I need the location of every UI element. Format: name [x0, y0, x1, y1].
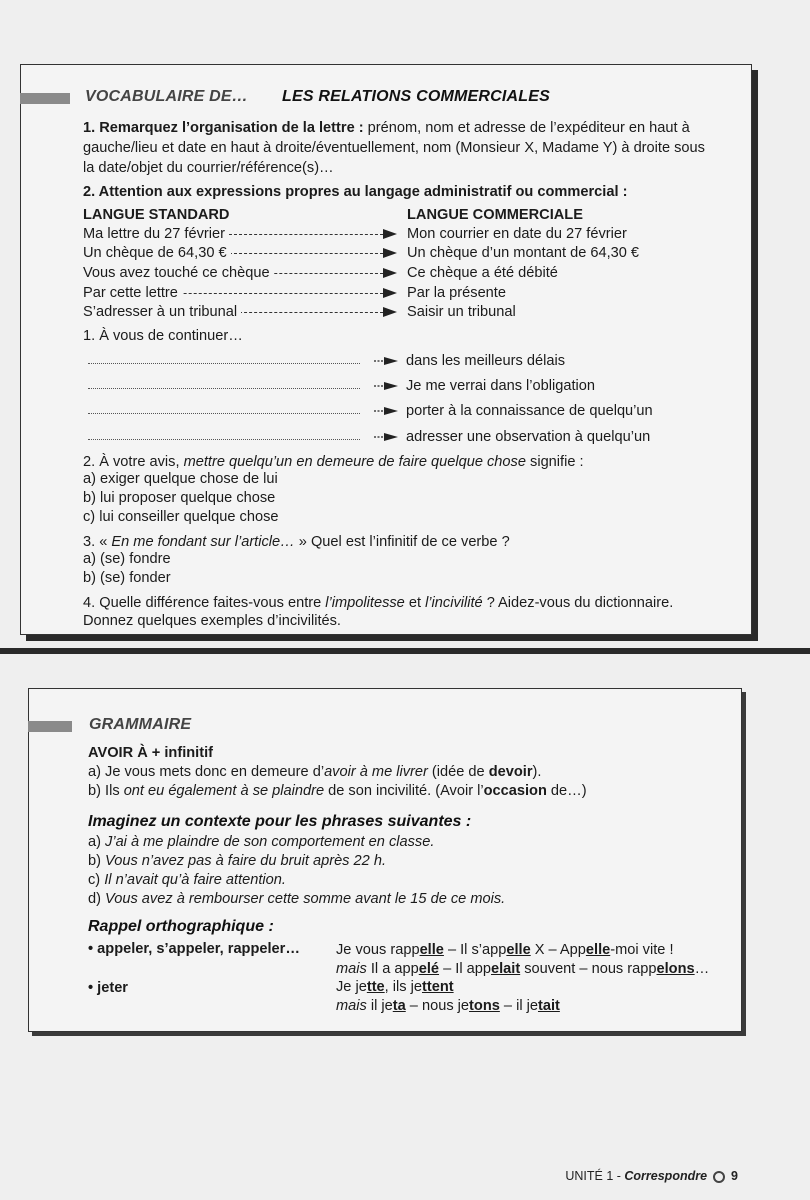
fill-in-expression: Je me verrai dans l’obligation: [406, 378, 596, 394]
grammar-subheading: Imaginez un contexte pour les phrases suivantes :: [88, 813, 472, 830]
rappel-example-3: Je jette, ils jettent: [336, 979, 454, 995]
arrow-head-icon: [383, 248, 397, 258]
pair-commercial: Mon courrier en date du 27 février: [407, 226, 627, 242]
grammar-phrase: a) J’ai à me plaindre de son comportement en classe.: [88, 834, 435, 850]
p1-line3: la date/objet du courrier/référence(s)…: [83, 160, 334, 176]
arrow-head-icon: [383, 268, 397, 278]
pair-row: [83, 225, 663, 244]
pair-commercial: Par la présente: [407, 285, 506, 301]
fill-in-blank: [88, 388, 360, 389]
rappel-example-2: mais Il a appelé – Il appelait souvent – nous rappelons…: [336, 961, 710, 977]
bullet-circle-icon: [713, 1171, 725, 1183]
section-marker-bar: [28, 721, 72, 732]
arrow-head-icon: [383, 307, 397, 317]
pair-commercial: Un chèque d’un montant de 64,30 €: [407, 245, 640, 261]
q3-option: a) (se) fondre: [83, 551, 171, 567]
vocabulary-topic: LES RELATIONS COMMERCIALES: [282, 88, 551, 105]
fill-in-row: [88, 375, 668, 397]
rappel-heading: Rappel orthographique :: [88, 918, 274, 935]
arrow-icon: [374, 406, 398, 416]
p1-line1: 1. Remarquez l’organisation de la lettre : prénom, nom et adresse de l’expéditeur en haut à: [83, 120, 690, 136]
arrow-head-icon: [383, 229, 397, 239]
p1-line2: gauche/lieu et date en haut à droite/éventuellement, nom (Monsieur X, Madame Y) à droite sous: [83, 140, 705, 156]
q2-option: b) lui proposer quelque chose: [83, 490, 276, 506]
p2-heading: 2. Attention aux expressions propres au langage administratif ou commercial :: [83, 184, 628, 200]
pair-standard: Par cette lettre: [83, 284, 182, 303]
pair-standard: Un chèque de 64,30 €: [83, 244, 231, 263]
fill-in-blank: [88, 439, 360, 440]
fill-in-blank: [88, 413, 360, 414]
arrow-icon: [374, 432, 398, 442]
rappel-verbs-appeler: • appeler, s’appeler, rappeler…: [88, 941, 300, 957]
fill-in-expression: dans les meilleurs délais: [406, 353, 565, 369]
pair-row: [83, 244, 663, 263]
pair-row: [83, 264, 663, 283]
pair-commercial: Saisir un tribunal: [407, 304, 516, 320]
q4-line: 4. Quelle différence faites-vous entre l’impolitesse et l’incivilité ? Aidez-vous du dictionnaire.: [83, 595, 674, 611]
arrow-icon: [374, 356, 398, 366]
fill-in-row: [88, 350, 668, 372]
page-footer: [565, 1169, 738, 1183]
q2-option: c) lui conseiller quelque chose: [83, 509, 279, 525]
grammar-phrase: c) Il n’avait qu’à faire attention.: [88, 872, 286, 888]
q3-line: 3. « En me fondant sur l’article… » Quel est l’infinitif de ce verbe ?: [83, 534, 510, 550]
grammar-phrase: b) Vous n’avez pas à faire du bruit après 22 h.: [88, 853, 386, 869]
q2-line: 2. À votre avis, mettre quelqu’un en demeure de faire quelque chose signifie :: [83, 454, 584, 470]
col-standard: LANGUE STANDARD: [83, 207, 230, 223]
section-marker-bar: [20, 93, 70, 104]
arrow-icon: [374, 381, 398, 391]
rappel-example-1: Je vous rappelle – Il s’appelle X – Appelle-moi vite !: [336, 942, 674, 958]
fill-in-row: [88, 400, 668, 422]
q3-option: b) (se) fonder: [83, 570, 171, 586]
pair-standard: Ma lettre du 27 février: [83, 225, 229, 244]
pair-row: [83, 303, 663, 322]
col-commercial: LANGUE COMMERCIALE: [407, 207, 583, 223]
rappel-verbs-jeter: • jeter: [88, 980, 128, 996]
q2-option: a) exiger quelque chose de lui: [83, 471, 278, 487]
grammar-example-b: b) Ils ont eu également à se plaindre de son incivilité. (Avoir l’occasion de…): [88, 783, 587, 799]
footer-title: Correspondre: [624, 1169, 708, 1183]
grammar-phrase: d) Vous avez à rembourser cette somme avant le 15 de ce mois.: [88, 891, 506, 907]
footer-unit: UNITÉ 1 -: [565, 1169, 625, 1183]
fill-in-expression: adresser une observation à quelqu’un: [406, 429, 651, 445]
page-divider: [0, 648, 810, 654]
rappel-example-4: mais il jeta – nous jetons – il jetait: [336, 998, 560, 1014]
grammar-heading: GRAMMAIRE: [89, 716, 192, 733]
fill-in-row: [88, 426, 668, 448]
q4-line2: Donnez quelques exemples d’incivilités.: [83, 613, 341, 629]
fill-in-blank: [88, 363, 360, 364]
pair-row: [83, 284, 663, 303]
page-number: 9: [731, 1169, 738, 1183]
pair-standard: Vous avez touché ce chèque: [83, 264, 274, 283]
arrow-head-icon: [383, 288, 397, 298]
continue-label: 1. À vous de continuer…: [83, 328, 243, 344]
grammar-title: AVOIR À + infinitif: [88, 745, 213, 761]
vocabulary-heading: VOCABULAIRE DE…: [85, 88, 249, 105]
pair-commercial: Ce chèque a été débité: [407, 265, 558, 281]
fill-in-expression: porter à la connaissance de quelqu’un: [406, 403, 653, 419]
grammar-example-a: a) Je vous mets donc en demeure d’avoir à me livrer (idée de devoir).: [88, 764, 542, 780]
pair-standard: S’adresser à un tribunal: [83, 303, 241, 322]
